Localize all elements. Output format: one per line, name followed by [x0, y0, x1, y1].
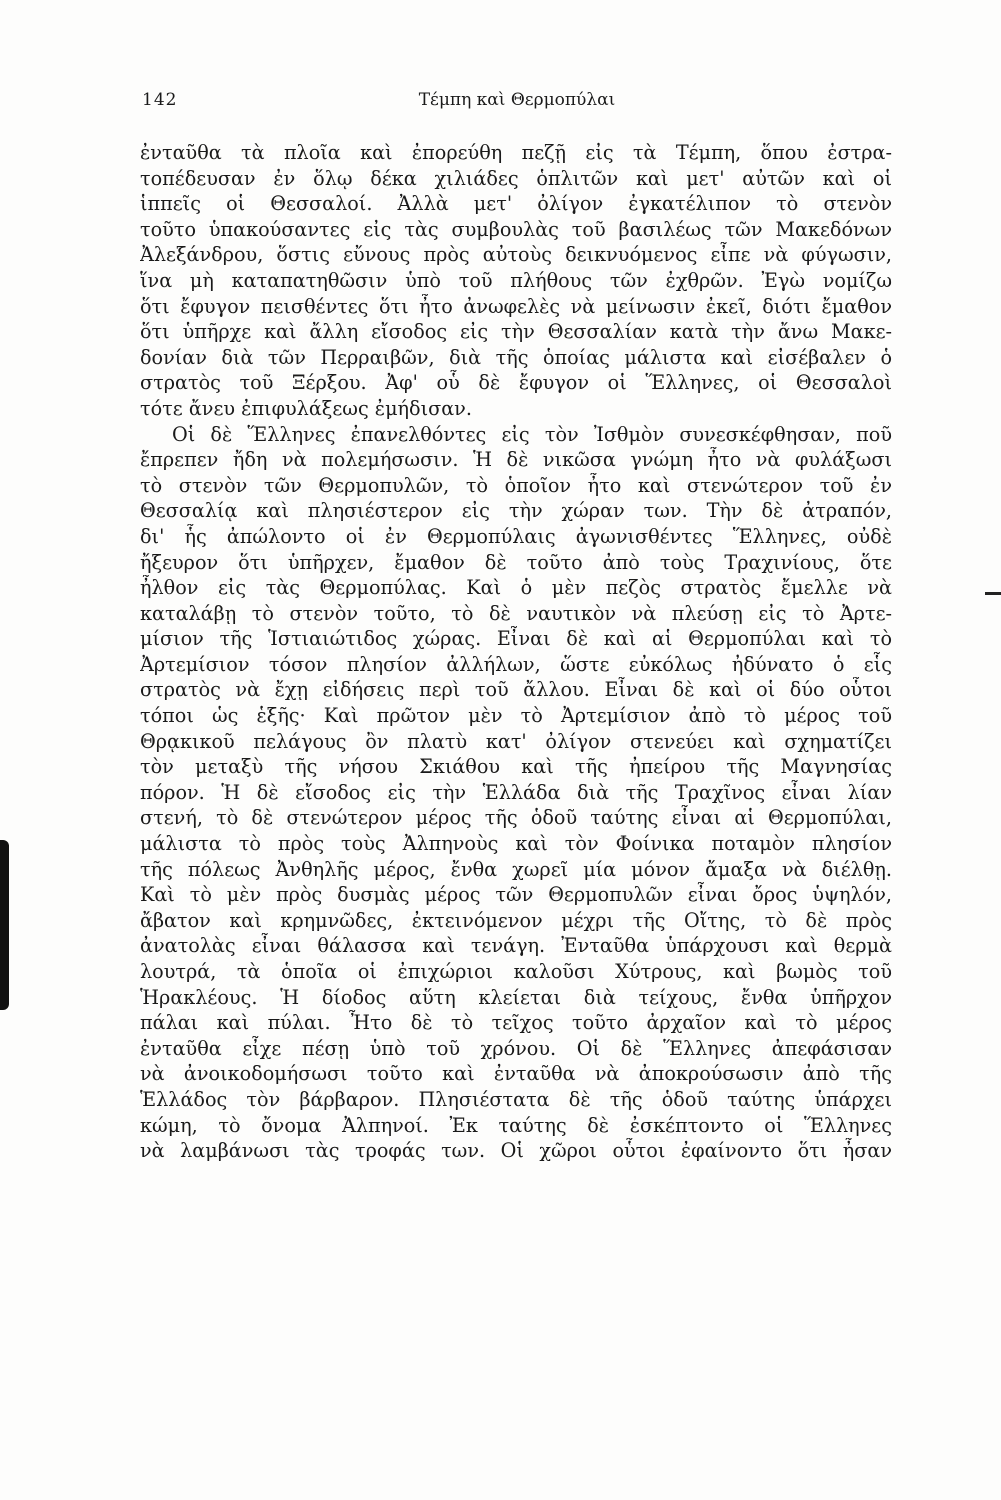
text-line: τὸ στενὸν τῶν Θερμοπυλῶν, τὸ ὁποῖον ἦτο καὶ στενώτερον τοῦ ἐν — [140, 473, 892, 497]
text-line: τὸν μεταξὺ τῆς νήσου Σκιάθου καὶ τῆς ἠπείρου τῆς Μαγνησίας — [140, 755, 892, 779]
text-line: ὅτι ἔφυγον πεισθέντες ὅτι ἦτο ἀνωφελὲς νὰ μείνωσιν ἐκεῖ, διότι ἔμαθον — [140, 294, 892, 318]
text-line: ἦλθον εἰς τὰς Θερμοπύλας. Καὶ ὁ μὲν πεζὸς στρατὸς ἔμελλε νὰ — [140, 576, 892, 600]
text-line: ἄβατον καὶ κρημνῶδες, ἐκτεινόμενον μέχρι τῆς Οἴτης, τὸ δὲ πρὸς — [140, 908, 892, 932]
text-line: στρατὸς νὰ ἔχῃ εἰδήσεις περὶ τοῦ ἄλλου. Εἶναι δὲ καὶ οἱ δύο οὗτοι — [140, 678, 892, 702]
text-line: Οἱ δὲ Ἕλληνες ἐπανελθόντες εἰς τὸν Ἰσθμὸν συνεσκέφθησαν, ποῦ — [172, 422, 892, 446]
page-header — [142, 90, 892, 120]
text-line: ἐνταῦθα τὰ πλοῖα καὶ ἐπορεύθη πεζῇ εἰς τὰ Τέμπη, ὅπου ἐστρα- — [140, 141, 892, 164]
text-line: μάλιστα τὸ πρὸς τοὺς Ἀλπηνοὺς καὶ τὸν Φοίνικα ποταμὸν πλησίον — [140, 832, 892, 856]
text-line: ἐνταῦθα εἶχε πέσῃ ὑπὸ τοῦ χρόνου. Οἱ δὲ Ἕλληνες ἀπεφάσισαν — [140, 1036, 892, 1060]
margin-mark — [985, 592, 1001, 595]
text-line: ἱππεῖς οἱ Θεσσαλοί. Ἀλλὰ μετ' ὀλίγον ἐγκατέλιπον τὸ στενὸν — [140, 192, 892, 216]
text-line: ὅτι ὑπῆρχε καὶ ἄλλη εἴσοδος εἰς τὴν Θεσσαλίαν κατὰ τὴν ἄνω Μακε- — [140, 320, 892, 344]
text-line: τότε ἄνευ ἐπιφυλάξεως ἐμήδισαν. — [140, 396, 472, 420]
text-line: τοῦτο ὑπακούσαντες εἰς τὰς συμβουλὰς τοῦ βασιλέως τῶν Μακεδόνων — [140, 217, 892, 241]
text-line: λουτρά, τὰ ὁποῖα οἱ ἐπιχώριοι καλοῦσι Χύτρους, καὶ βωμὸς τοῦ — [140, 960, 892, 983]
text-line: τόποι ὡς ἑξῆς· Καὶ πρῶτον μὲν τὸ Ἀρτεμίσιον ἀπὸ τὸ μέρος τοῦ — [140, 704, 892, 728]
text-line: ἔπρεπεν ἤδη νὰ πολεμήσωσιν. Ἡ δὲ νικῶσα γνώμη ἦτο νὰ φυλάξωσι — [140, 448, 892, 472]
running-title: Τέμπη καὶ Θερμοπύλαι — [418, 90, 616, 110]
text-line: μίσιον τῆς Ἱστιαιώτιδος χώρας. Εἶναι δὲ καὶ αἱ Θερμοπύλαι καὶ τὸ — [140, 627, 892, 651]
page-edge-shadow — [0, 840, 9, 1010]
text-line: στρατὸς τοῦ Ξέρξου. Ἀφ' οὗ δὲ ἔφυγον οἱ Ἕλληνες, οἱ Θεσσαλοὶ — [140, 371, 892, 395]
text-line: πάλαι καὶ πύλαι. Ἦτο δὲ τὸ τεῖχος τοῦτο ἀρχαῖον καὶ τὸ μέρος — [140, 1011, 892, 1035]
text-line: νὰ λαμβάνωσι τὰς τροφάς των. Οἱ χῶροι οὗτοι ἐφαίνοντο ὅτι ἦσαν — [140, 1139, 892, 1163]
text-line: Θρᾳκικοῦ πελάγους ὂν πλατὺ κατ' ὀλίγον στενεύει καὶ σχηματίζει — [140, 729, 892, 753]
page-number: 142 — [142, 90, 178, 110]
body-text — [140, 140, 892, 1164]
text-line: τοπέδευσαν ἐν ὅλῳ δέκα χιλιάδες ὁπλιτῶν καὶ μετ' αὐτῶν καὶ οἱ — [140, 166, 892, 190]
text-line: Θεσσαλίᾳ καὶ πλησιέστερον εἰς τὴν χώραν των. Τὴν δὲ ἀτραπόν, — [140, 499, 892, 523]
text-line: κώμη, τὸ ὄνομα Ἀλπηνοί. Ἐκ ταύτης δὲ ἐσκέπτοντο οἱ Ἕλληνες — [140, 1113, 892, 1137]
text-line: ἀνατολὰς εἶναι θάλασσα καὶ τενάγη. Ἐνταῦθα ὑπάρχουσι καὶ θερμὰ — [140, 934, 892, 958]
text-line: ἤξευρον ὅτι ὑπῆρχεν, ἔμαθον δὲ τοῦτο ἀπὸ τοὺς Τραχινίους, ὅτε — [140, 550, 892, 574]
text-line: ἵνα μὴ καταπατηθῶσιν ὑπὸ τοῦ πλήθους τῶν ἐχθρῶν. Ἐγὼ νομίζω — [140, 268, 892, 292]
text-line: τῆς πόλεως Ἀνθηλῆς μέρος, ἔνθα χωρεῖ μία μόνον ἄμαξα νὰ διέλθῃ. — [140, 857, 892, 881]
text-line: νὰ ἀνοικοδομήσωσι τοῦτο καὶ ἐνταῦθα νὰ ἀποκρούσωσιν ἀπὸ τῆς — [140, 1062, 892, 1086]
text-line: Ἑλλάδος τὸν βάρβαρον. Πλησιέστατα δὲ τῆς ὁδοῦ ταύτης ὑπάρχει — [140, 1087, 892, 1111]
text-line: πόρον. Ἡ δὲ εἴσοδος εἰς τὴν Ἑλλάδα διὰ τῆς Τραχῖνος εἶναι λίαν — [140, 780, 892, 804]
text-line: Ἀλεξάνδρου, ὅστις εὔνους πρὸς αὐτοὺς δεικνυόμενος εἶπε νὰ φύγωσιν, — [140, 243, 892, 267]
text-line: δονίαν διὰ τῶν Περραιβῶν, διὰ τῆς ὁποίας μάλιστα καὶ εἰσέβαλεν ὁ — [140, 345, 892, 369]
text-line: Καὶ τὸ μὲν πρὸς δυσμὰς μέρος τῶν Θερμοπυλῶν εἶναι ὄρος ὑψηλόν, — [140, 883, 892, 907]
text-line: Ἀρτεμίσιον τόσον πλησίον ἀλλήλων, ὥστε εὐκόλως ἠδύνατο ὁ εἷς — [140, 652, 892, 676]
text-line: δι' ἧς ἀπώλοντο οἱ ἐν Θερμοπύλαις ἀγωνισθέντες Ἕλληνες, οὐδὲ — [140, 524, 892, 548]
text-line: στενή, τὸ δὲ στενώτερον μέρος τῆς ὁδοῦ ταύτης εἶναι αἱ Θερμοπύλαι, — [140, 806, 892, 830]
text-line: καταλάβῃ τὸ στενὸν τοῦτο, τὸ δὲ ναυτικὸν νὰ πλεύσῃ εἰς τὸ Ἀρτε- — [140, 601, 892, 625]
text-line: Ἡρακλέους. Ἡ δίοδος αὕτη κλείεται διὰ τείχους, ἔνθα ὑπῆρχον — [140, 985, 892, 1009]
